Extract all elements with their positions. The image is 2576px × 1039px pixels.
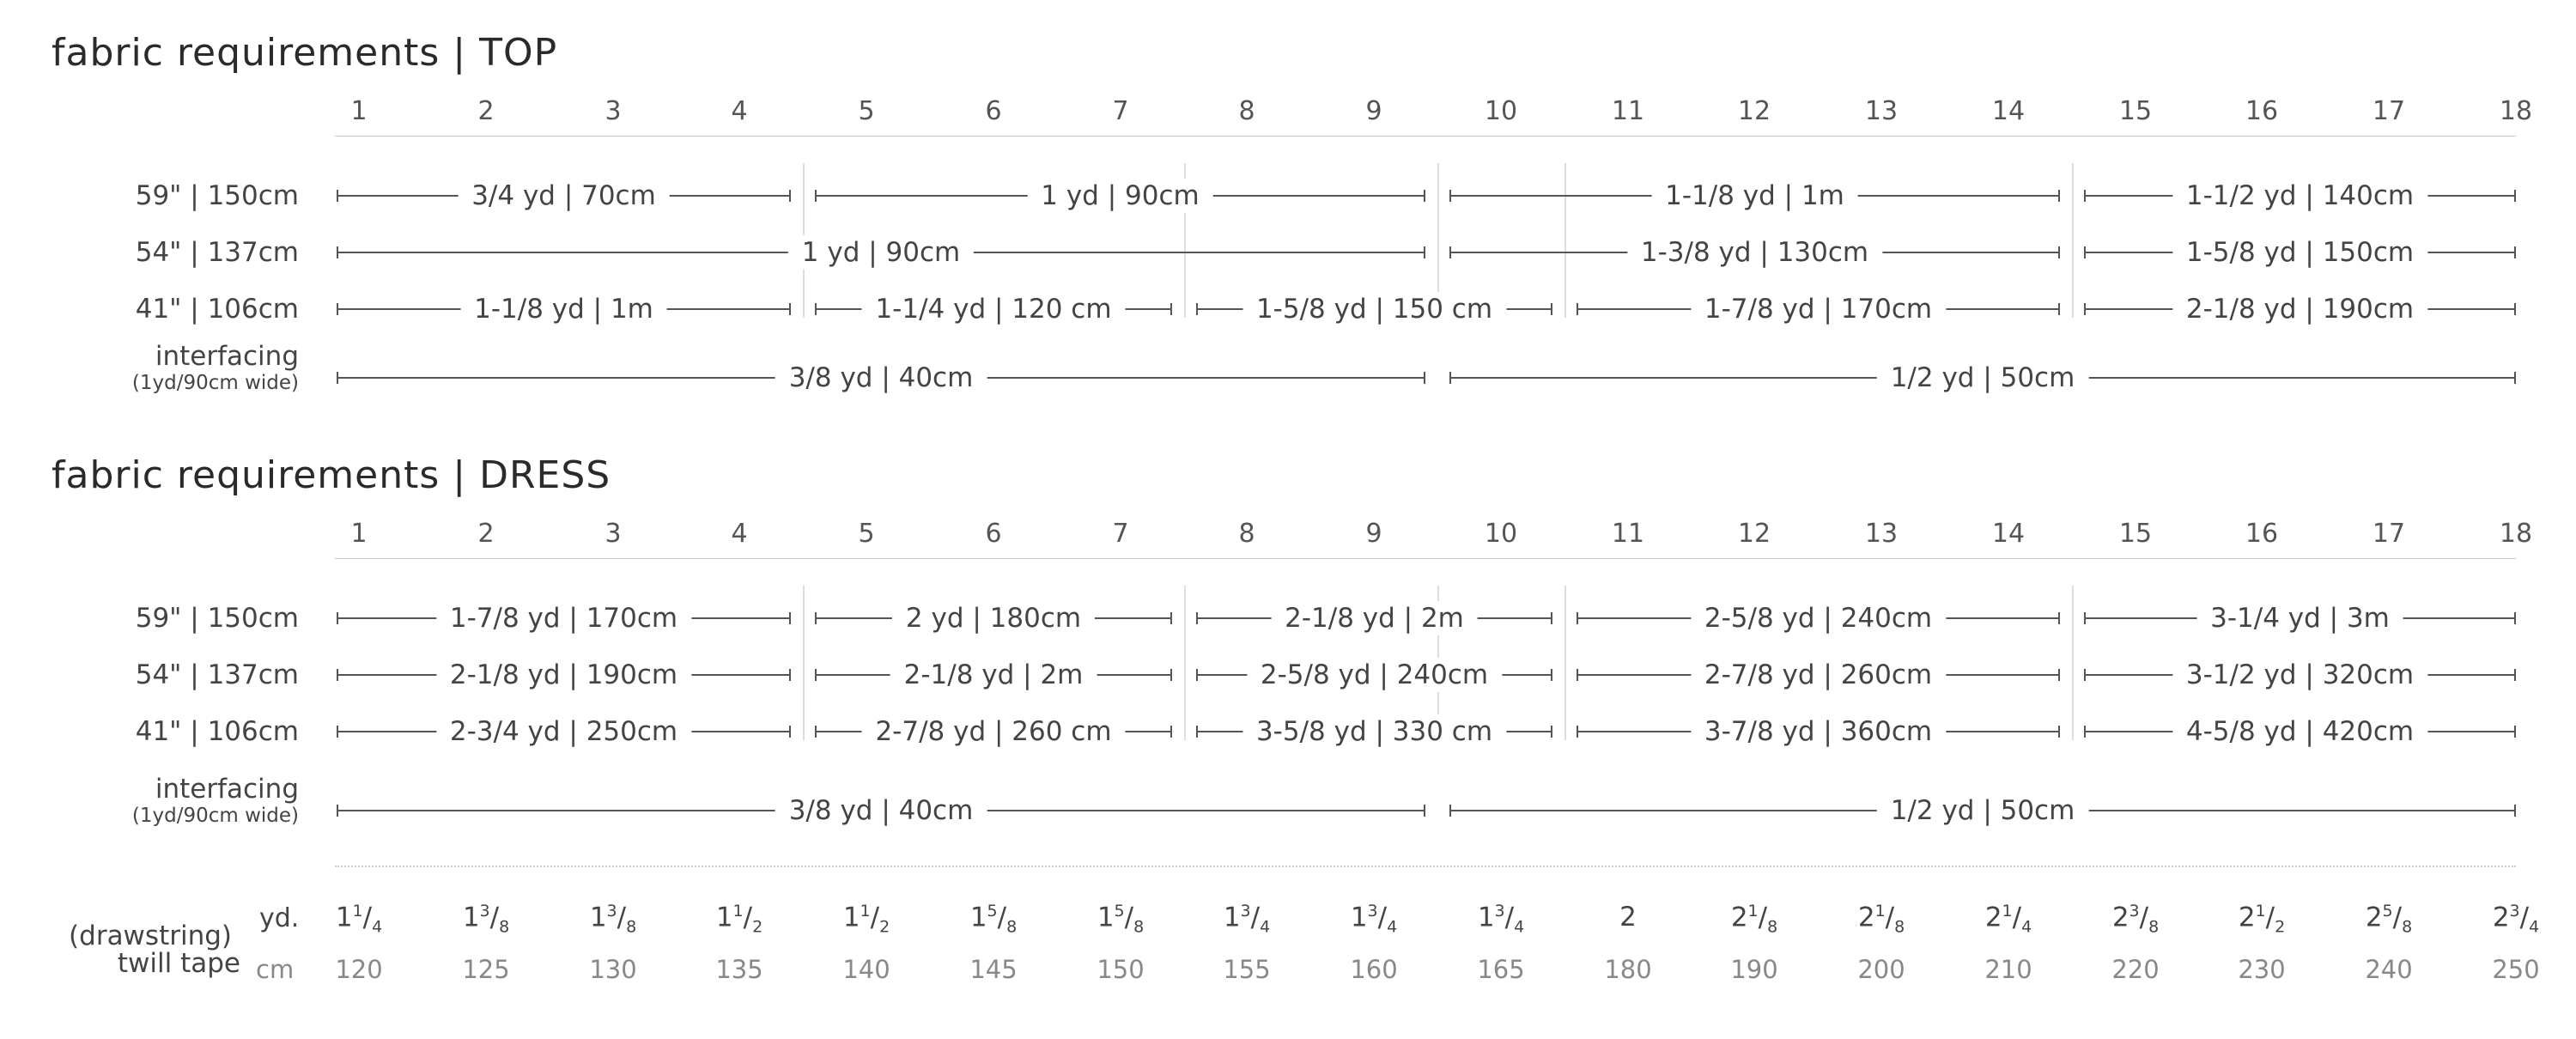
segment-end-tick [789,669,791,681]
segment-end-tick [1170,669,1172,681]
segment-label: 2-3/4 yd | 250cm [436,714,691,749]
segment-end-tick [1170,726,1172,738]
segment-end-tick [789,303,791,315]
segment-start-tick [815,612,817,624]
measurement-segment [337,793,1425,828]
segment-label: 3-1/2 yd | 320cm [2172,658,2427,692]
segment-end-tick [2058,246,2060,258]
twill-tape-cm: 130 [589,955,637,984]
segment-start-tick [337,669,338,681]
size-number: 6 [985,96,1002,126]
size-number: 1 [350,96,368,126]
size-number: 4 [731,519,748,549]
segment-start-tick [2084,612,2086,624]
twill-tape-yardage [1581,902,1675,933]
segment-start-tick [2084,669,2086,681]
segment-start-tick [1577,726,1578,738]
yardage-whole: 2 [2111,902,2129,933]
size-number: 14 [1991,96,2026,126]
segment-start-tick [337,246,338,258]
fraction-slash: / [2139,902,2149,933]
yardage-whole: 2 [1619,902,1637,933]
twill-tape-cm: 145 [969,955,1018,984]
yardage-whole: 1 [1477,902,1495,933]
size-number: 12 [1737,519,1771,549]
fraction-slash: / [362,902,373,933]
measurement-segment [2084,658,2516,692]
segment-label: 2-5/8 yd | 240cm [1691,601,1946,635]
segment-start-tick [2084,190,2086,202]
size-number: 15 [2118,519,2153,549]
segment-end-tick [1424,246,1425,258]
segment-start-tick [1196,726,1198,738]
yardage-whole: 1 [589,902,607,933]
size-number: 13 [1864,519,1899,549]
segment-start-tick [815,303,817,315]
yard-unit-label: yd. [259,903,300,933]
yardage-denominator: 8 [1133,917,1145,937]
segment-end-tick [2514,612,2516,624]
segment-end-tick [2514,726,2516,738]
size-number: 3 [605,96,622,126]
segment-start-tick [2084,246,2086,258]
segment-start-tick [1196,669,1198,681]
twill-tape-cm: 250 [2492,955,2540,984]
segment-start-tick [337,726,338,738]
measurement-segment [1196,714,1552,749]
segment-end-tick [1170,303,1172,315]
twill-tape-yardage [1707,902,1801,937]
twill-tape-yardage [2469,902,2563,937]
yardage-numerator: 3 [606,902,617,921]
yardage-whole: 1 [1350,902,1368,933]
yardage-whole: 1 [969,902,987,933]
twill-tape-yardage [1327,902,1421,937]
segment-end-tick [2514,190,2516,202]
size-number: 9 [1365,96,1382,126]
size-number: 3 [605,519,622,549]
segment-end-tick [1551,612,1552,624]
twill-tape-cm: 125 [462,955,510,984]
segment-start-tick [815,190,817,202]
size-number: 15 [2118,96,2153,126]
fraction-slash: / [1504,902,1515,933]
measurement-segment [337,658,791,692]
segment-start-tick [337,190,338,202]
measurement-segment [2084,235,2516,270]
twill-tape-cm: 155 [1223,955,1271,984]
fabric-width-label: 59" | 150cm [135,603,299,634]
twill-tape-yardage [1454,902,1548,937]
fabric-width-label: 41" | 106cm [135,294,299,325]
segment-label: 2 yd | 180cm [892,601,1095,635]
twill-tape-cm: 220 [2111,955,2160,984]
twill-tape-cm: 190 [1730,955,1778,984]
measurement-segment [337,601,791,635]
segment-label: 2-1/8 yd | 190cm [436,658,691,692]
yardage-whole: 2 [2365,902,2383,933]
segment-label: 1-7/8 yd | 170cm [1691,292,1946,326]
fraction-slash: / [997,902,1007,933]
size-number: 10 [1484,519,1518,549]
measurement-segment [1196,658,1552,692]
segment-start-tick [815,669,817,681]
segment-label: 1 yd | 90cm [788,235,974,270]
measurement-segment [2084,714,2516,749]
measurement-segment [1449,793,2516,828]
size-number: 11 [1611,96,1645,126]
segment-label: 1-3/8 yd | 130cm [1627,235,1882,270]
segment-label: 3-1/4 yd | 3m [2196,601,2403,635]
interfacing-title: interfacing [155,774,299,805]
segment-start-tick [2084,726,2086,738]
yardage-numerator: 1 [352,902,363,921]
twill-tape-yardage [2088,902,2183,937]
size-number: 8 [1238,96,1255,126]
fraction-slash: / [489,902,500,933]
segment-start-tick [337,612,338,624]
yardage-whole: 1 [335,902,353,933]
segment-start-tick [1449,190,1451,202]
twill-tape-yardage [1073,902,1168,937]
yardage-denominator: 8 [626,917,637,937]
twill-tape-cm: 180 [1604,955,1652,984]
size-number: 10 [1484,96,1518,126]
size-number: 1 [350,519,368,549]
yardage-whole: 2 [2492,902,2510,933]
yardage-numerator: 5 [987,902,998,921]
yardage-denominator: 2 [2275,917,2286,937]
yardage-whole: 1 [842,902,860,933]
fraction-slash: / [1250,902,1261,933]
segment-end-tick [2058,303,2060,315]
size-number: 4 [731,96,748,126]
size-number: 16 [2245,519,2279,549]
measurement-segment [1577,601,2060,635]
measurement-segment [1577,658,2060,692]
segment-start-tick [1449,246,1451,258]
segment-label: 3-5/8 yd | 330 cm [1242,714,1506,749]
fabric-width-label: 54" | 137cm [135,659,299,690]
measurement-segment [815,292,1172,326]
fraction-slash: / [870,902,880,933]
header-rule [335,558,2516,559]
size-number: 2 [477,96,495,126]
yardage-denominator: 8 [2402,917,2413,937]
yardage-whole: 2 [1857,902,1875,933]
size-number: 18 [2499,96,2533,126]
segment-start-tick [1577,303,1578,315]
segment-start-tick [815,726,817,738]
yardage-denominator: 4 [2021,917,2032,937]
segment-end-tick [2514,303,2516,315]
group-separator [2072,586,2074,740]
yardage-numerator: 1 [1747,902,1759,921]
segment-start-tick [1196,612,1198,624]
section-title: fabric requirements | TOP [52,31,558,75]
segment-label: 1/2 yd | 50cm [1877,361,2089,395]
dotted-divider [335,866,2516,867]
size-number: 7 [1112,519,1129,549]
twill-tape-cm: 200 [1857,955,1905,984]
twill-tape-yardage [566,902,660,937]
twill-tape-cm: 150 [1097,955,1145,984]
segment-end-tick [2058,669,2060,681]
segment-end-tick [1551,303,1552,315]
segment-end-tick [2514,246,2516,258]
interfacing-subtitle: (1yd/90cm wide) [131,805,299,827]
yardage-whole: 1 [1223,902,1241,933]
header-rule [335,136,2516,137]
yardage-whole: 1 [1097,902,1115,933]
segment-label: 1 yd | 90cm [1027,179,1212,213]
yardage-denominator: 8 [1006,917,1018,937]
twill-tape-yardage [692,902,787,937]
segment-end-tick [2514,372,2516,384]
twill-tape-yardage [2215,902,2309,937]
segment-start-tick [1449,372,1451,384]
group-separator [803,586,805,740]
segment-end-tick [2058,726,2060,738]
measurement-segment [337,179,791,213]
measurement-segment [1449,361,2516,395]
size-number: 13 [1864,96,1899,126]
segment-start-tick [337,303,338,315]
twill-tape-yardage [1200,902,1294,937]
size-number: 7 [1112,96,1129,126]
twill-tape-yardage [312,902,406,937]
interfacing-subtitle: (1yd/90cm wide) [131,372,299,394]
yardage-numerator: 1 [1874,902,1886,921]
segment-label: 2-7/8 yd | 260cm [1691,658,1946,692]
measurement-segment [337,361,1425,395]
measurement-segment [337,714,791,749]
size-number: 5 [858,519,875,549]
twill-tape-cm: 160 [1350,955,1398,984]
segment-end-tick [2058,612,2060,624]
segment-label: 2-1/8 yd | 2m [890,658,1097,692]
cm-unit-label: cm [256,955,295,984]
yardage-numerator: 1 [732,902,744,921]
size-number: 18 [2499,519,2533,549]
group-separator [2072,163,2074,318]
measurement-segment [1196,292,1552,326]
fraction-slash: / [2265,902,2275,933]
segment-end-tick [1424,805,1425,817]
group-separator [1564,586,1566,740]
segment-label: 3/8 yd | 40cm [775,361,987,395]
fraction-slash: / [1124,902,1134,933]
segment-start-tick [1577,669,1578,681]
yardage-denominator: 8 [2148,917,2160,937]
yardage-denominator: 8 [499,917,510,937]
twill-tape-label-line1: (drawstring) [69,921,232,951]
yardage-whole: 2 [1730,902,1748,933]
group-separator [1184,586,1186,740]
measurement-segment [2084,179,2516,213]
yardage-whole: 2 [2238,902,2256,933]
segment-label: 1-5/8 yd | 150 cm [1242,292,1506,326]
fraction-slash: / [1758,902,1768,933]
yardage-whole: 1 [715,902,733,933]
fraction-slash: / [1377,902,1388,933]
segment-label: 1-5/8 yd | 150cm [2172,235,2427,270]
yardage-numerator: 3 [1367,902,1378,921]
measurement-segment [2084,601,2516,635]
yardage-whole: 2 [1984,902,2002,933]
segment-end-tick [1170,612,1172,624]
yardage-numerator: 3 [479,902,490,921]
segment-end-tick [1424,372,1425,384]
interfacing-label [0,775,299,828]
segment-start-tick [2084,303,2086,315]
segment-start-tick [337,805,338,817]
yardage-denominator: 4 [1514,917,1525,937]
segment-label: 2-1/8 yd | 2m [1271,601,1478,635]
fraction-slash: / [743,902,753,933]
yardage-numerator: 3 [2129,902,2140,921]
size-number: 11 [1611,519,1645,549]
fabric-width-label: 54" | 137cm [135,237,299,268]
segment-label: 4-5/8 yd | 420cm [2172,714,2427,749]
twill-tape-cm: 140 [842,955,890,984]
size-number: 6 [985,519,1002,549]
measurement-segment [1449,179,2060,213]
interfacing-label [0,342,299,395]
twill-tape-yardage [1961,902,2056,937]
fraction-slash: / [617,902,627,933]
yardage-denominator: 4 [1387,917,1398,937]
segment-end-tick [1551,669,1552,681]
segment-label: 2-7/8 yd | 260 cm [861,714,1125,749]
segment-label: 2-1/8 yd | 190cm [2172,292,2427,326]
yardage-denominator: 8 [1894,917,1905,937]
size-number: 16 [2245,96,2279,126]
yardage-numerator: 3 [2509,902,2520,921]
segment-start-tick [1577,612,1578,624]
measurement-segment [337,292,791,326]
yardage-denominator: 4 [2529,917,2540,937]
fraction-slash: / [1885,902,1895,933]
segment-end-tick [1424,190,1425,202]
size-number: 5 [858,96,875,126]
segment-end-tick [789,726,791,738]
size-number: 9 [1365,519,1382,549]
segment-end-tick [2514,669,2516,681]
segment-label: 1-1/8 yd | 1m [1651,179,1858,213]
segment-label: 2-5/8 yd | 240cm [1247,658,1502,692]
segment-label: 1-1/8 yd | 1m [460,292,667,326]
measurement-segment [2084,292,2516,326]
segment-label: 1-1/4 yd | 120 cm [861,292,1125,326]
twill-tape-label-line2: twill tape [117,948,240,979]
segment-label: 1-7/8 yd | 170cm [436,601,691,635]
size-number: 14 [1991,519,2026,549]
yardage-whole: 1 [462,902,480,933]
interfacing-title: interfacing [155,341,299,372]
segment-label: 1/2 yd | 50cm [1877,793,2089,828]
segment-end-tick [2058,190,2060,202]
yardage-denominator: 2 [879,917,890,937]
fabric-width-label: 59" | 150cm [135,180,299,211]
yardage-denominator: 4 [1260,917,1271,937]
segment-start-tick [337,372,338,384]
yardage-numerator: 1 [2002,902,2013,921]
segment-label: 1-1/2 yd | 140cm [2172,179,2427,213]
yardage-numerator: 3 [1240,902,1251,921]
yardage-denominator: 2 [752,917,763,937]
size-number: 17 [2372,96,2406,126]
yardage-numerator: 5 [2382,902,2393,921]
measurement-segment [815,601,1172,635]
twill-tape-cm: 165 [1477,955,1525,984]
measurement-segment [815,179,1425,213]
segment-end-tick [789,190,791,202]
segment-end-tick [789,612,791,624]
measurement-segment [1577,292,2060,326]
size-number: 12 [1737,96,1771,126]
size-number: 17 [2372,519,2406,549]
measurement-segment [1577,714,2060,749]
twill-tape-cm: 120 [335,955,383,984]
segment-end-tick [1551,726,1552,738]
yardage-denominator: 8 [1767,917,1778,937]
segment-label: 3-7/8 yd | 360cm [1691,714,1946,749]
yardage-numerator: 5 [1114,902,1125,921]
fraction-slash: / [2392,902,2403,933]
segment-start-tick [1449,805,1451,817]
segment-label: 3/8 yd | 40cm [775,793,987,828]
section-title: fabric requirements | DRESS [52,453,611,497]
size-number: 2 [477,519,495,549]
twill-tape-yardage [819,902,914,937]
yardage-numerator: 1 [2255,902,2266,921]
measurement-segment [815,658,1172,692]
twill-tape-cm: 135 [715,955,763,984]
segment-start-tick [1196,303,1198,315]
fraction-slash: / [2519,902,2530,933]
twill-tape-yardage [946,902,1041,937]
measurement-segment [815,714,1172,749]
size-number: 8 [1238,519,1255,549]
measurement-segment [1196,601,1552,635]
twill-tape-yardage [1834,902,1929,937]
yardage-numerator: 3 [1494,902,1505,921]
measurement-segment [1449,235,2060,270]
twill-tape-cm: 210 [1984,955,2032,984]
segment-end-tick [2514,805,2516,817]
yardage-numerator: 1 [860,902,871,921]
twill-tape-cm: 230 [2238,955,2286,984]
twill-tape-yardage [2342,902,2436,937]
fabric-width-label: 41" | 106cm [135,716,299,747]
twill-tape-cm: 240 [2365,955,2413,984]
twill-tape-yardage [439,902,533,937]
measurement-segment [337,235,1425,270]
fraction-slash: / [2012,902,2022,933]
yardage-denominator: 4 [372,917,383,937]
segment-label: 3/4 yd | 70cm [458,179,670,213]
